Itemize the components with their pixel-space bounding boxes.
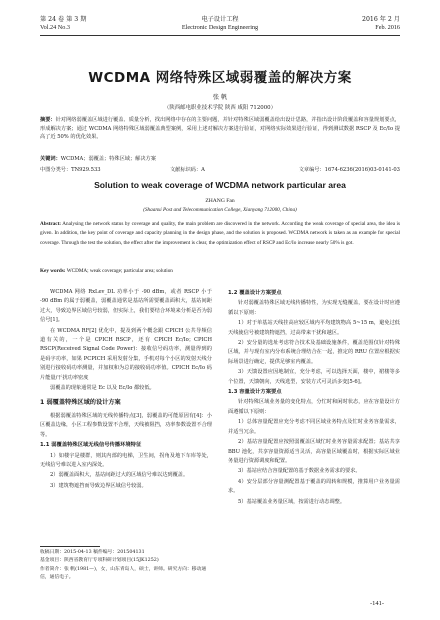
abstract-cn-label: 摘要：: [40, 117, 56, 123]
list-item: 2）基站容量配置应按照弱覆盖区域忙时业务容量需求配置；基站共享 BBU 池化，共享容量资源适当灵活，高容量区域覆盖时，根据实际区域业务量进行资源调度和配置。: [228, 439, 400, 464]
section-heading: 1 弱覆盖特殊区域的设计方案: [40, 399, 121, 407]
abstract-en-label: Abstract:: [40, 221, 62, 227]
list-item: 4）安分层部分容量测配置基于覆盖的周转和规模，推算用户业务量需求。: [228, 478, 400, 495]
abstract-en: [40, 220, 400, 248]
list-item: 2）安分量的选址考虑符合技术及基础设施条件，覆盖范围仅针对特殊区域，并与现有室内分布系统合理结合在一起，推定的 RRU 位置应根据实际场景进行确定，提供足够室内覆盖。: [228, 340, 400, 365]
abstract-cn-text: 针对网络弱覆盖区域进行覆盖、质量分析，找出网络中存在的主要问题，并针对特殊区域弱覆盖给出设计思路，并指出设计阶段覆盖和容量规划要点，形成解决方案；通过 WCDMA 网络特殊区域弱覆盖典型案例，采用上述对解决方案进行验证，对网络实际效果进行验证，得到测试数据 RSCP 及 Ec/Io 提高了近 50% 的优化效果。: [40, 117, 400, 141]
author-cn: 张 帆: [212, 94, 228, 101]
keywords-en-text: WCDMA; weak coverage; particular area; solution: [66, 268, 173, 274]
list-item: 3）建筑物遮挡而导致边界区域信号较弱。: [50, 482, 147, 489]
affiliation-cn: （陕西邮电职业技术学院 陕西 咸阳 712000）: [164, 105, 276, 111]
footnote-divider: [40, 546, 100, 547]
article-title-cn: WCDMA 网络特殊区域弱覆盖的解决方案: [88, 70, 352, 86]
volume-issue: 第 24 卷 第 3 期 Vol.24 No.3: [40, 16, 87, 31]
section-paragraph: 针对特殊区域业务量的变化特点，分忙时和闲时状态，应在容量设计方面遵循以下原则：: [228, 399, 400, 415]
abstract-en-text: Analysing the network status by coverage and quality, the main problem are discovered in the network. According the weak coverage of special area, the idea is given. In addition, the key point of coverage and capacity planning in the design phase, and the solution is proposed. WCDMA network is taken as an example for special coverage. Through the test the solution, the effect after the improvement is clear, the optimization effect of RSCP and Ec/Io increase nearly 50% is got.: [40, 221, 400, 246]
journal-name: 电子设计工程 Electronic Design Engineering: [181, 16, 259, 31]
keywords-cn-text: WCDMA；弱覆盖；特殊区域；解决方案: [60, 156, 156, 162]
author-bio: 作者简介：张 帆(1981—)，女，山东青岛人，硕士，讲师。研究方向：移动通信，通信电子。: [40, 566, 207, 581]
intro-paragraph: 在 WCDMA RF[2] 优化中，提及到两个概念跟 CPICH 公共导频信道有关的，一个是 CPICH RSCP，还有 CPICH Ec/Io；CPICH RSCP(Received Signal Code Power)：接收信号码功率，测量得到的是码字功率，如果 PCPICH 采用发射分集，手机对每个小区的发射天线分别进行接收码功率测量，并加权和为总的接收码功率值。CPICH Ec/Io 码片能量/干扰功率密度: [40, 327, 212, 381]
list-item: 1）如楼宇是楼群，则其内部的电梯，卫生间，拐角及地下车库等处，无线信号难以进入室内深处。: [40, 452, 212, 468]
publication-date: 2016 年 2 月 Feb. 2016: [362, 16, 400, 31]
subsection-heading: 1.1 弱覆盖特殊区域无线信号传播环境特征: [40, 442, 142, 449]
list-item: 1）总体容量配置应充分考虑不同区域业务特点及忙时业务容量需求，并适当冗余。: [228, 419, 400, 435]
clc-number: 中图分类号：TN929.533: [40, 167, 101, 173]
list-item: 5）基站覆盖业务量区域，按需进行动态调整。: [238, 498, 346, 505]
abstract-cn: [40, 116, 400, 142]
intro-paragraph: WCDMA 网络 RxLev_DL 功率小于 -90 dBm，或者 RSCP 小于 -90 dBm 的属于弱覆盖，弱覆盖通常是基站所需要覆盖面积大，基站间距过大，导致边界区域信号较弱，但实际上，我们要结合环境来分析是否为弱信号[1]。: [40, 289, 212, 324]
author-en: ZHANG Fan: [205, 198, 235, 204]
page-number: -141-: [370, 600, 385, 607]
article-number: 文章编号：1674-6236(2016)03-0141-03: [298, 167, 400, 173]
journal-header: [40, 16, 400, 40]
section-paragraph: 根据弱覆盖特殊区域的无线传播特点[3]，弱覆盖的可能原因有[4]：小区覆盖边缘，小区工程参数设置不合理，天线被阻挡，功率参数设置不合理等。: [40, 412, 212, 438]
body-column-right: [228, 288, 400, 508]
classification-row: [40, 166, 400, 175]
list-item: 3）天馈设置应因地制宜，充分考虑，可以选择天面，楼中，裙楼等多个位置，天馈朝向，天线选型，安装方式可灵活多变[5-6]。: [228, 369, 400, 385]
list-item: 2）弱覆盖面积大，基站间距过大的区域信号难以达到覆盖。: [50, 472, 189, 479]
list-item: 3）基站应结合容量配置的基于数据业务需求的要求。: [238, 468, 361, 475]
body-column-left: [40, 288, 212, 492]
received-date: 收稿日期：2015-04-13 稿件编号：201504131: [40, 550, 145, 555]
subsection-heading: 1.3 容量设计方案要点: [228, 389, 282, 396]
article-title-en: Solution to weak coverage of WCDMA network particular area: [94, 180, 346, 190]
subsection-heading: 1.2 覆盖设计方案要点: [228, 290, 282, 296]
intro-paragraph: 弱覆盖的现象通常是 Ec 以及 Ec/Io 都较低。: [50, 385, 155, 392]
list-item: 1）对于单基站天线挂高应较区域内平均建筑物高 5~15 m，避免过低天线使信号被建筑物遮挡，过高带来干扰和越区。: [228, 320, 400, 336]
header-divider: [40, 35, 400, 36]
fund-project: 基金项目：陕西省教育厅专项科研计划项目(15JK1252): [40, 558, 159, 564]
keywords-en-label: Key words:: [40, 268, 66, 274]
keywords-en: [40, 268, 400, 274]
footnote: [40, 549, 215, 583]
document-code: 文献标识码：A: [170, 167, 205, 173]
section-paragraph: 针对弱覆盖特殊区域无线传播特性，为实现无缝覆盖，要在设计时应遵循以下原则：: [228, 300, 400, 316]
keywords-cn-label: 关键词：: [40, 156, 61, 162]
affiliation-en: (Shaanxi Post and Telecommunication College, Xianyang 712000, China): [143, 207, 297, 213]
keywords-cn: [40, 155, 400, 162]
